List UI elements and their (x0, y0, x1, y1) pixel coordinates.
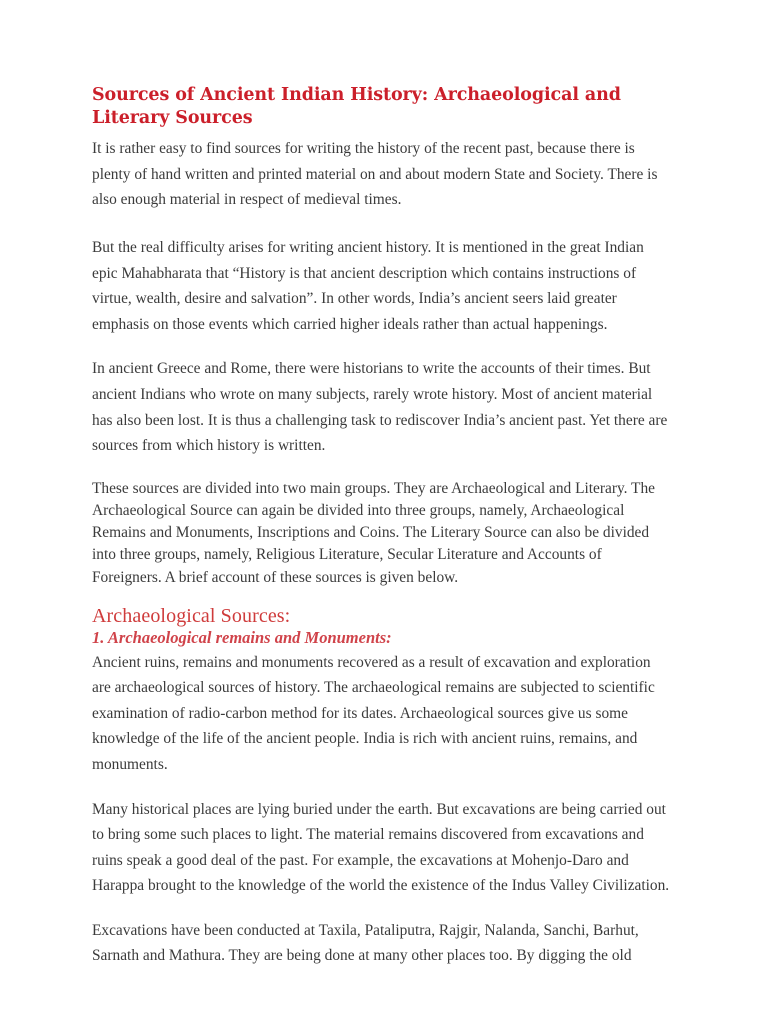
paragraph-greece-rome-historians: In ancient Greece and Rome, there were historians to write the accounts of their times. But ancient Indians who wrote on many subjects, rarely wrote history. Most of ancient material has also been lost. It is thus a challenging task to rediscover India’s ancient past. Yet there are sources from which history is written. (92, 360, 668, 455)
paragraph-buried-historical-places: Many historical places are lying buried under the earth. But excavations are being carried out to bring some such places to light. The material remains discovered from excavations and ruins speak a good deal of the past. For example, the excavations at Mohenjo-Daro and Harappa brought to the knowledge of the world the existence of the Indus Valley Civilization. (92, 800, 670, 895)
section-heading-archaeological-sources: Archaeological Sources: (92, 604, 291, 627)
page-title: Sources of Ancient Indian History: Archaeological and Literary Sources (92, 85, 621, 129)
archaeological-sources-heading-block (92, 605, 672, 648)
document-content (92, 84, 672, 988)
paragraph-two-main-groups: These sources are divided into two main groups. They are Archaeological and Literary. The Archaeological Source can again be divided into three groups, namely, Archaeological Remains and Monuments, Inscriptions and Coins. The Literary Source can also be divided into three groups, namely, Religious Literature, Secular Literature and Accounts of Foreigners. A brief account of these sources is given below. (92, 479, 655, 586)
paragraph-intro-recent-past: It is rather easy to find sources for writing the history of the recent past, because there is plenty of hand written and printed material on and about modern State and Society. There is also enough material in respect of medieval times. (92, 140, 658, 209)
paragraph-excavation-sites: Excavations have been conducted at Taxila, Pataliputra, Rajgir, Nalanda, Sanchi, Barhut, Sarnath and Mathura. They are being done at many other places too. By digging the old (92, 921, 639, 965)
paragraph-ancient-history-difficulty: But the real difficulty arises for writing ancient history. It is mentioned in the great Indian epic Mahabharata that “History is that ancient description which contains instructions of virtue, wealth, desire and salvation”. In other words, India’s ancient seers laid greater emphasis on those events which carried higher ideals rather than actual happenings. (92, 238, 644, 333)
subsection-heading-remains-and-monuments: 1. Archaeological remains and Monuments: (92, 627, 392, 647)
paragraph-ancient-ruins-remains: Ancient ruins, remains and monuments recovered as a result of excavation and exploration are archaeological sources of history. The archaeological remains are subjected to scientific examination of radio-carbon method for its dates. Archaeological sources give us some knowledge of the life of the ancient people. India is rich with ancient ruins, remains, and monuments. (92, 653, 655, 773)
